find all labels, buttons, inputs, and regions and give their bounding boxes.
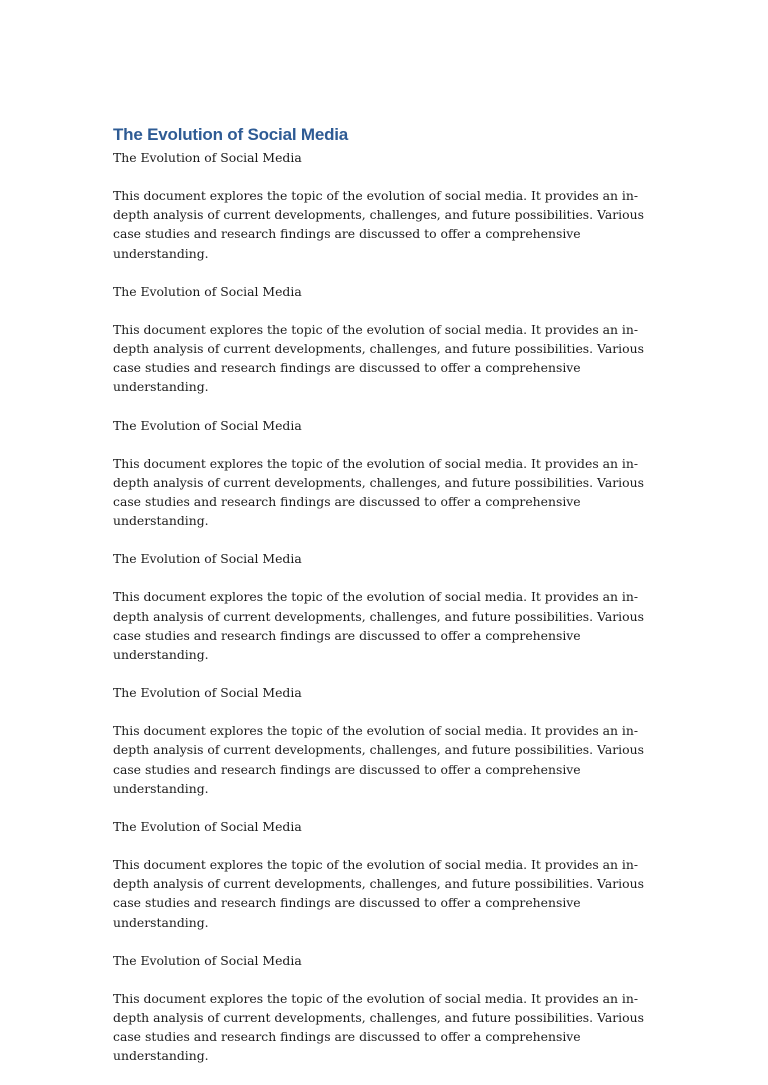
section-heading: The Evolution of Social Media xyxy=(113,952,302,968)
section-paragraph: This document explores the topic of the evolution of social media. It provides an in-depth analysis of current developments, challenges, and future possibilities. Various case studies and research findings are discussed to offer a comprehensive understanding. xyxy=(113,990,644,1064)
section-paragraph: This document explores the topic of the evolution of social media. It provides an in-depth analysis of current developments, challenges, and future possibilities. Various case studies and research findings are discussed to offer a comprehensive understanding. xyxy=(113,857,644,930)
document-section xyxy=(113,416,658,531)
section-heading: The Evolution of Social Media xyxy=(113,417,302,433)
section-heading: The Evolution of Social Media xyxy=(113,150,302,165)
document-section xyxy=(113,683,658,798)
document-section xyxy=(113,951,658,1066)
section-heading: The Evolution of Social Media xyxy=(113,551,302,567)
section-paragraph: This document explores the topic of the evolution of social media. It provides an in-depth analysis of current developments, challenges, and future possibilities. Various case studies and research findings are discussed to offer a comprehensive understanding. xyxy=(113,723,644,796)
section-heading: The Evolution of Social Media xyxy=(113,283,302,299)
document-section xyxy=(113,282,658,397)
section-paragraph: This document explores the topic of the evolution of social media. It provides an in-depth analysis of current developments, challenges, and future possibilities. Various case studies and research findings are discussed to offer a comprehensive understanding. xyxy=(113,321,644,395)
section-heading: The Evolution of Social Media xyxy=(113,685,302,701)
document-section xyxy=(113,817,658,932)
document-section xyxy=(113,549,658,664)
section-paragraph: This document explores the topic of the evolution of social media. It provides an in-depth analysis of current developments, challenges, and future possibilities. Various case studies and research findings are discussed to offer a comprehensive understanding. xyxy=(113,188,644,261)
section-paragraph: This document explores the topic of the evolution of social media. It provides an in-depth analysis of current developments, challenges, and future possibilities. Various case studies and research findings are discussed to offer a comprehensive understanding. xyxy=(113,589,644,663)
document-content xyxy=(113,124,658,1085)
document-section xyxy=(113,148,658,263)
section-heading: The Evolution of Social Media xyxy=(113,819,302,835)
document-title: The Evolution of Social Media xyxy=(113,125,349,144)
section-paragraph: This document explores the topic of the evolution of social media. It provides an in-depth analysis of current developments, challenges, and future possibilities. Various case studies and research findings are discussed to offer a comprehensive understanding. xyxy=(113,455,644,529)
